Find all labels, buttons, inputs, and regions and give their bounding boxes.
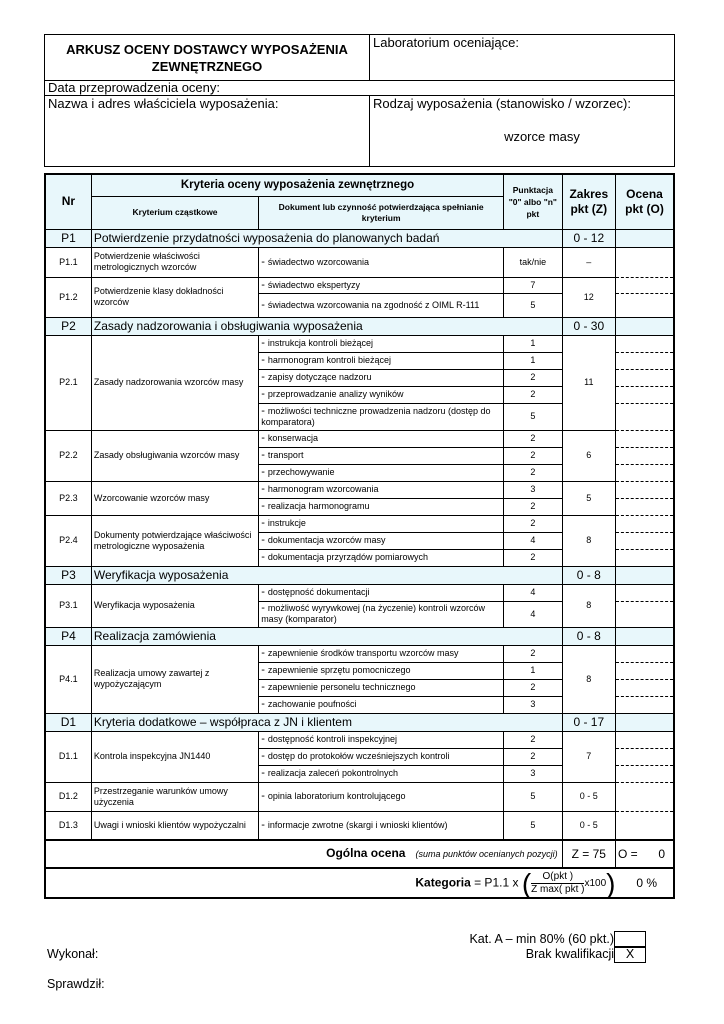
- table-row: [45, 782, 674, 811]
- col-score: Ocena pkt (O): [616, 174, 675, 229]
- item-points: 5: [504, 403, 562, 430]
- header-table: [44, 34, 675, 167]
- formula-mult: x100: [584, 877, 607, 889]
- section-row: [45, 229, 674, 247]
- total-row: [45, 840, 674, 868]
- table-row: [45, 515, 674, 532]
- item-score[interactable]: [616, 765, 675, 782]
- table-row: [45, 811, 674, 840]
- item-name: Potwierdzenie klasy dokładności wzorców: [91, 277, 258, 317]
- table-row: [45, 247, 674, 277]
- section-row: [45, 713, 674, 731]
- item-points: 3: [504, 696, 562, 713]
- item-range: 5: [562, 481, 615, 515]
- date-label[interactable]: Data przeprowadzenia oceny:: [45, 81, 675, 96]
- cat-a-note: Kat. A – min 80% (60 pkt.): [469, 932, 614, 946]
- paren-left-icon: (: [521, 867, 532, 899]
- section-code: P1: [45, 229, 91, 247]
- item-range: 8: [562, 584, 615, 627]
- item-score[interactable]: [616, 782, 675, 811]
- formula-den: Z max( pkt ): [531, 883, 585, 895]
- item-points: 2: [504, 645, 562, 662]
- item-score[interactable]: [616, 481, 675, 498]
- item-range: 6: [562, 430, 615, 481]
- item-score[interactable]: [616, 386, 675, 403]
- item-name: Dokumenty potwierdzające właściwości metrologiczne wyposażenia: [91, 515, 258, 566]
- item-code: D1.3: [45, 811, 91, 840]
- type-label: Rodzaj wyposażenia (stanowisko / wzorzec):: [373, 96, 631, 111]
- item-score[interactable]: [616, 662, 675, 679]
- item-range: 11: [562, 335, 615, 430]
- item-range: –: [562, 247, 615, 277]
- form-title: ARKUSZ OCENY DOSTAWCY WYPOSAŻENIA ZEWNĘTRZNEGO: [45, 35, 370, 81]
- item-points: 1: [504, 662, 562, 679]
- section-range: 0 - 8: [562, 566, 615, 584]
- section-score[interactable]: [616, 566, 675, 584]
- item-doc: - świadectwa wzorcowania na zgodność z OIML R-111: [259, 293, 504, 317]
- item-range: 0 - 5: [562, 811, 615, 840]
- section-title: Potwierdzenie przydatności wyposażenia do planowanych badań: [91, 229, 562, 247]
- item-range: 12: [562, 277, 615, 317]
- item-score[interactable]: [616, 811, 675, 840]
- item-doc: - zapewnienie środków transportu wzorców masy: [259, 645, 504, 662]
- item-doc: - zapewnienie personelu technicznego: [259, 679, 504, 696]
- item-doc: - realizacja harmonogramu: [259, 498, 504, 515]
- item-points: 4: [504, 584, 562, 601]
- type-value: wzorce masy: [504, 129, 580, 144]
- equipment-type-cell[interactable]: [370, 96, 675, 167]
- item-doc: - realizacja zaleceń pokontrolnych: [259, 765, 504, 782]
- col-nr: Nr: [45, 174, 91, 229]
- col-doc: Dokument lub czynność potwierdzająca spełnianie kryterium: [259, 196, 504, 229]
- total-note: (suma punktów ocenianych pozycji): [415, 849, 558, 859]
- owner-label[interactable]: Nazwa i adres właściciela wyposażenia:: [45, 96, 370, 167]
- section-score[interactable]: [616, 229, 675, 247]
- section-range: 0 - 8: [562, 627, 615, 645]
- section-code: P3: [45, 566, 91, 584]
- col-range: Zakres pkt (Z): [562, 174, 615, 229]
- formula-num: O(pkt ): [531, 871, 584, 884]
- item-code: P2.3: [45, 481, 91, 515]
- criteria-table: [44, 173, 675, 899]
- item-range: 8: [562, 515, 615, 566]
- item-score[interactable]: [616, 293, 675, 317]
- category-result: 0 %: [616, 868, 675, 898]
- item-score[interactable]: [616, 748, 675, 765]
- table-row: [45, 481, 674, 498]
- item-points: 2: [504, 731, 562, 748]
- item-doc: - harmonogram wzorcowania: [259, 481, 504, 498]
- item-name: Weryfikacja wyposażenia: [91, 584, 258, 627]
- item-score[interactable]: [616, 679, 675, 696]
- item-doc: - zachowanie poufności: [259, 696, 504, 713]
- o-total-cell[interactable]: [616, 840, 675, 868]
- section-title: Kryteria dodatkowe – współpraca z JN i klientem: [91, 713, 562, 731]
- formula-prefix: = P1.1 x: [474, 875, 519, 890]
- table-row: [45, 731, 674, 748]
- item-points: 7: [504, 277, 562, 293]
- item-code: D1.2: [45, 782, 91, 811]
- total-label: Ogólna ocena: [326, 846, 406, 860]
- item-points: 2: [504, 369, 562, 386]
- item-code: P2.1: [45, 335, 91, 430]
- item-points: 4: [504, 532, 562, 549]
- item-score[interactable]: [616, 464, 675, 481]
- item-points: tak/nie: [504, 247, 562, 277]
- item-score[interactable]: [616, 369, 675, 386]
- item-score[interactable]: [616, 352, 675, 369]
- section-row: [45, 627, 674, 645]
- item-points: 5: [504, 782, 562, 811]
- item-score[interactable]: [616, 498, 675, 515]
- item-points: 2: [504, 748, 562, 765]
- item-range: 7: [562, 731, 615, 782]
- item-name: Realizacja umowy zawartej z wypożyczającym: [91, 645, 258, 713]
- section-title: Weryfikacja wyposażenia: [91, 566, 562, 584]
- category-label: Kategoria: [415, 875, 471, 890]
- o-number: 0: [658, 846, 665, 861]
- item-score[interactable]: [616, 584, 675, 601]
- item-name: Kontrola inspekcyjna JN1440: [91, 731, 258, 782]
- item-name: Zasady nadzorowania wzorców masy: [91, 335, 258, 430]
- section-code: D1: [45, 713, 91, 731]
- item-score[interactable]: [616, 549, 675, 566]
- item-code: P1.2: [45, 277, 91, 317]
- item-points: 2: [504, 430, 562, 447]
- item-doc: - świadectwo ekspertyzy: [259, 277, 504, 293]
- z-total: Z = 75: [562, 840, 615, 868]
- item-points: 4: [504, 601, 562, 627]
- item-code: D1.1: [45, 731, 91, 782]
- done-by-label: Wykonał:: [47, 947, 99, 961]
- item-name: Wzorcowanie wzorców masy: [91, 481, 258, 515]
- item-doc: - świadectwo wzorcowania: [259, 247, 504, 277]
- item-score[interactable]: [616, 403, 675, 430]
- lab-label[interactable]: Laboratorium oceniające:: [370, 35, 675, 81]
- item-points: 2: [504, 447, 562, 464]
- item-doc: - instrukcja kontroli bieżącej: [259, 335, 504, 352]
- item-code: P1.1: [45, 247, 91, 277]
- no-qual-checkbox[interactable]: X: [614, 946, 646, 963]
- item-name: Zasady obsługiwania wzorców masy: [91, 430, 258, 481]
- col-sub: Kryterium cząstkowe: [91, 196, 258, 229]
- item-name: Przestrzeganie warunków umowy użyczenia: [91, 782, 258, 811]
- item-doc: - dokumentacja przyrządów pomiarowych: [259, 549, 504, 566]
- item-score[interactable]: [616, 731, 675, 748]
- item-doc: - przechowywanie: [259, 464, 504, 481]
- section-score[interactable]: [616, 713, 675, 731]
- item-code: P3.1: [45, 584, 91, 627]
- item-points: 2: [504, 386, 562, 403]
- table-row: [45, 277, 674, 293]
- item-doc: - przeprowadzanie analizy wyników: [259, 386, 504, 403]
- section-code: P2: [45, 317, 91, 335]
- item-points: 2: [504, 498, 562, 515]
- table-row: [45, 584, 674, 601]
- section-title: Zasady nadzorowania i obsługiwania wyposażenia: [91, 317, 562, 335]
- item-points: 2: [504, 515, 562, 532]
- item-points: 1: [504, 352, 562, 369]
- item-doc: - instrukcje: [259, 515, 504, 532]
- checked-by-label: Sprawdził:: [47, 977, 105, 991]
- item-doc: - dostęp do protokołów wcześniejszych kontroli: [259, 748, 504, 765]
- total-cell: [45, 840, 562, 868]
- o-label: O =: [618, 846, 638, 861]
- item-code: P4.1: [45, 645, 91, 713]
- section-score[interactable]: [616, 627, 675, 645]
- item-code: P2.4: [45, 515, 91, 566]
- section-row: [45, 317, 674, 335]
- item-range: 0 - 5: [562, 782, 615, 811]
- item-score[interactable]: [616, 447, 675, 464]
- section-range: 0 - 17: [562, 713, 615, 731]
- category-cell: [45, 868, 616, 898]
- item-doc: - harmonogram kontroli bieżącej: [259, 352, 504, 369]
- item-points: 1: [504, 335, 562, 352]
- item-points: 2: [504, 679, 562, 696]
- item-doc: - dokumentacja wzorców masy: [259, 532, 504, 549]
- item-score[interactable]: [616, 532, 675, 549]
- item-points: 2: [504, 549, 562, 566]
- table-row: [45, 335, 674, 352]
- section-title: Realizacja zamówienia: [91, 627, 562, 645]
- item-name: Potwierdzenie właściwości metrologicznych wzorców: [91, 247, 258, 277]
- item-score[interactable]: [616, 430, 675, 447]
- item-doc: - informacje zwrotne (skargi i wnioski klientów): [259, 811, 504, 840]
- item-doc: - dostępność dokumentacji: [259, 584, 504, 601]
- category-row: [45, 868, 674, 898]
- item-doc: - konserwacja: [259, 430, 504, 447]
- item-score[interactable]: [616, 277, 675, 293]
- item-doc: - opinia laboratorium kontrolującego: [259, 782, 504, 811]
- item-points: 3: [504, 481, 562, 498]
- col-points: Punktacja "0" albo "n" pkt: [504, 174, 562, 229]
- col-criteria: Kryteria oceny wyposażenia zewnętrznego: [91, 174, 503, 196]
- item-doc: - możliwość wyrywkowej (na życzenie) kontroli wzorców masy (komparator): [259, 601, 504, 627]
- item-score[interactable]: [616, 645, 675, 662]
- item-score[interactable]: [616, 247, 675, 277]
- section-score[interactable]: [616, 317, 675, 335]
- item-doc: - zapisy dotyczące nadzoru: [259, 369, 504, 386]
- item-score[interactable]: [616, 515, 675, 532]
- section-code: P4: [45, 627, 91, 645]
- item-code: P2.2: [45, 430, 91, 481]
- item-score[interactable]: [616, 696, 675, 713]
- item-doc: - dostępność kontroli inspekcyjnej: [259, 731, 504, 748]
- section-row: [45, 566, 674, 584]
- paren-right-icon: ): [606, 867, 616, 899]
- item-doc: - zapewnienie sprzętu pomocniczego: [259, 662, 504, 679]
- section-range: 0 - 30: [562, 317, 615, 335]
- item-name: Uwagi i wnioski klientów wypożyczalni: [91, 811, 258, 840]
- formula-fraction: [531, 871, 584, 896]
- table-row: [45, 430, 674, 447]
- item-points: 2: [504, 464, 562, 481]
- item-range: 8: [562, 645, 615, 713]
- item-doc: - transport: [259, 447, 504, 464]
- item-points: 5: [504, 293, 562, 317]
- section-range: 0 - 12: [562, 229, 615, 247]
- item-points: 5: [504, 811, 562, 840]
- no-qual-note: Brak kwalifikacji: [525, 947, 614, 961]
- table-row: [45, 645, 674, 662]
- item-score[interactable]: [616, 335, 675, 352]
- item-doc: - możliwości techniczne prowadzenia nadzoru (dostęp do komparatora): [259, 403, 504, 430]
- item-points: 3: [504, 765, 562, 782]
- item-score[interactable]: [616, 601, 675, 627]
